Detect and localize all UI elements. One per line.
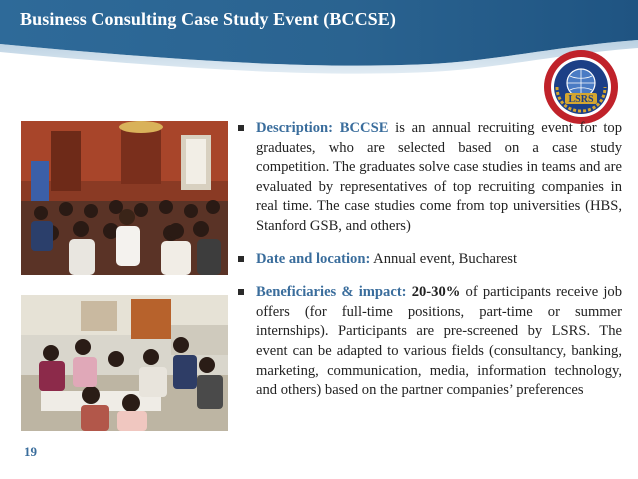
lsrs-logo [543,49,619,125]
bullet-date-location [236,250,622,270]
bullet-description [236,119,622,237]
beneficiaries-text: of participants receive job offers (for full-time positions, part-time or summer internships). Participants are pre-screened by LSRS. The event can be adapted to various fields (consultancy, banking, marketing, communication, media, information technology, and others) based on the partner companies’ preferences [256,284,623,399]
date-location-label: Date and location: [256,250,371,267]
bullet-square-icon [238,289,244,295]
bullet-beneficiaries [236,283,622,401]
event-acronym: BCCSE [339,120,389,136]
bullet-list [236,119,622,401]
description-label: Description: [256,120,334,136]
date-location-text: Annual event, Bucharest [370,250,518,267]
slide-title: Business Consulting Case Study Event (BCCSE) [20,9,396,29]
bullet-square-icon [238,125,244,131]
audience-photo [21,121,228,275]
beneficiaries-label: Beneficiaries & impact: [256,284,407,301]
description-text: is an annual recruiting event for top graduates, who are selected based on a case study competition. The graduates solve case studies in teams and are evaluated by representatives of top recruiting companies in real time. The case studies come from top universities (HBS, Stanford GSB, and others) [256,120,622,234]
page-number: 19 [24,444,37,459]
logo-text: LSRS [568,94,594,105]
bullet-square-icon [238,256,244,262]
impact-percentage: 20-30% [406,284,461,301]
teamwork-photo [21,295,228,431]
